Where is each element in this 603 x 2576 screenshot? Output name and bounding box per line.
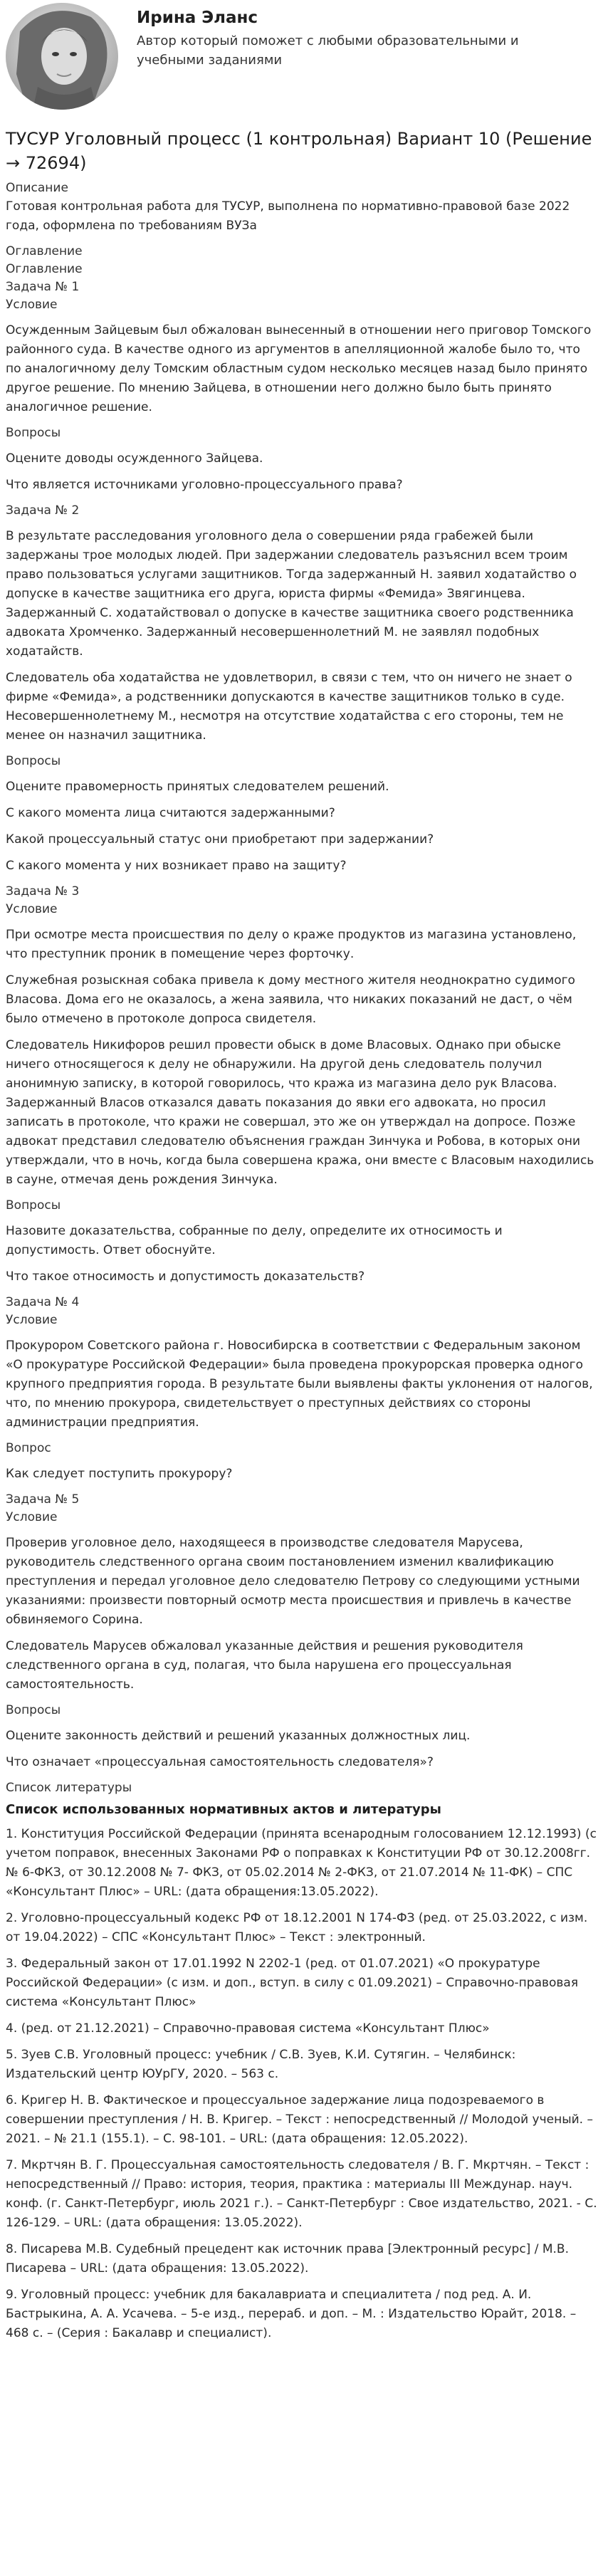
condition-label: Условие bbox=[6, 1313, 58, 1327]
literature-item: 1. Конституция Российской Федерации (принята всенародным голосованием 12.12.1993) (с учетом поправок, внесенных Законами РФ о поправках к Конституции РФ от 30.12.2008гг. № 6-ФКЗ, от 30.12.2008 № 7- ФКЗ, от 05.02.2014 № 2-ФКЗ, от 21.07.2014 № 11-ФК) – СПС «Консультант Плюс» – URL: (дата обращения:13.05.2022). bbox=[6, 1827, 597, 1899]
questions-label: Вопросы bbox=[6, 754, 61, 768]
literature-item: 5. Зуев С.В. Уголовный процесс: учебник / С.В. Зуев, К.И. Сутягин. – Челябинск: Издательский центр ЮУрГУ, 2020. – 563 с. bbox=[6, 2048, 516, 2081]
task-title: Задача № 2 bbox=[6, 503, 80, 518]
toc-label: Оглавление bbox=[6, 244, 83, 258]
literature-label: Список литературы bbox=[6, 1781, 132, 1795]
question-item: Как следует поступить прокурору? bbox=[6, 1467, 233, 1481]
condition-label: Условие bbox=[6, 298, 58, 312]
literature-item: 4. (ред. от 21.12.2021) – Справочно-правовая система «Консультант Плюс» bbox=[6, 2021, 490, 2036]
author-name[interactable]: Ирина Эланс bbox=[137, 9, 258, 27]
author-info bbox=[137, 3, 550, 70]
task-title: Задача № 1 bbox=[6, 280, 80, 294]
literature-item: 2. Уголовно-процессуальный кодекс РФ от 18.12.2001 N 174-ФЗ (ред. от 25.03.2022, с изм. от 19.04.2022) – СПС «Консультант Плюс» – Текст : электронный. bbox=[6, 1911, 588, 1944]
question-item: Что означает «процессуальная самостоятельность следователя»? bbox=[6, 1755, 434, 1769]
literature-item: 6. Кригер Н. В. Фактическое и процессуальное задержание лица подозреваемого в совершении преступления / Н. В. Кригер. – Текст : непосредственный // Молодой ученый. – 2021. – № 21.1 (155.1). – С. 98-101. – URL: (дата обращения: 12.05.2022). bbox=[6, 2093, 593, 2146]
literature-item: 3. Федеральный закон от 17.01.1992 N 2202-1 (ред. от 01.07.2021) «О прокуратуре Российской Федерации» (с изм. и доп., вступ. в силу с 01.09.2021) – Справочно-правовая система «Консультант Плюс» bbox=[6, 1957, 579, 2009]
condition-label: Условие bbox=[6, 902, 58, 916]
question-item: С какого момента лица считаются задержанными? bbox=[6, 806, 335, 820]
task-block bbox=[6, 278, 597, 495]
task-title: Задача № 4 bbox=[6, 1295, 80, 1309]
task-block bbox=[6, 502, 597, 876]
question-item: Оцените доводы осужденного Зайцева. bbox=[6, 451, 263, 466]
task-block bbox=[6, 1294, 597, 1484]
avatar[interactable] bbox=[6, 3, 118, 110]
literature-heading: Список использованных нормативных актов и литературы bbox=[6, 1802, 441, 1817]
literature-list bbox=[6, 1825, 597, 2343]
task-paragraph: Служебная розыскная собака привела к дому местного жителя неоднократно судимого Власова. Дома его не оказалось, а жена заявила, что никаких показаний не даст, о чём было отмечено в протоколе допроса свидетеля. bbox=[6, 973, 575, 1026]
questions-label: Вопросы bbox=[6, 1703, 61, 1717]
description-text: Готовая контрольная работа для ТУСУР, выполнена по нормативно-правовой базе 2022 года, оформлена по требованиям ВУЗа bbox=[6, 199, 570, 233]
question-item: Что такое относимость и допустимость доказательств? bbox=[6, 1269, 365, 1284]
question-item: Оцените правомерность принятых следователем решений. bbox=[6, 780, 389, 794]
author-description: Автор который поможет с любыми образовательными и учебными заданиями bbox=[137, 33, 519, 68]
question-item: Что является источниками уголовно-процессуального права? bbox=[6, 478, 403, 492]
task-paragraph: Осужденным Зайцевым был обжалован вынесенный в отношении него приговор Томского районного суда. В качестве одного из аргументов в апелляционной жалобе было то, что по аналогичному делу Томским областным судом несколько месяцев назад было принято другое решение. По мнению Зайцева, в отношении него должно было быть принято аналогичное решение. bbox=[6, 323, 592, 414]
question-item: Назовите доказательства, собранные по делу, определите их относимость и допустимость. Ответ обоснуйте. bbox=[6, 1224, 503, 1257]
author-photo-icon bbox=[6, 3, 118, 110]
question-item: Какой процессуальный статус они приобретают при задержании? bbox=[6, 832, 434, 847]
task-paragraph: Прокурором Советского района г. Новосибирска в соответствии с Федеральным законом «О прокуратуре Российской Федерации» была проведена прокурорская проверка одного крупного предприятия города. В результате были выявлены факты уклонения от налогов, что, по мнению прокурора, свидетельствует о преступных действиях со стороны администрации предприятия. bbox=[6, 1339, 593, 1430]
condition-label: Условие bbox=[6, 1510, 58, 1524]
literature-item: 7. Мкртчян В. Г. Процессуальная самостоятельность следователя / В. Г. Мкртчян. – Текст : непосредственный // Право: история, теория, практика : материалы III Междунар. науч. конф. (г. Санкт-Петербург, июль 2021 г.). – Санкт-Петербург : Свое издательство, 2021. - С. 126-129. – URL: (дата обращения: 13.05.2022). bbox=[6, 2158, 597, 2230]
question-item: С какого момента у них возникает право на защиту? bbox=[6, 859, 347, 873]
questions-label: Вопросы bbox=[6, 1198, 61, 1213]
questions-label: Вопросы bbox=[6, 426, 61, 440]
task-title: Задача № 5 bbox=[6, 1492, 80, 1507]
task-paragraph: Следователь Никифоров решил провести обыск в доме Власовых. Однако при обыске ничего относящегося к делу не обнаружили. На другой день следователь получил анонимную записку, в которой говорилось, что кража из магазина дело рук Власова. Задержанный Власов отказался давать показания до явки его адвоката, но просил записать в протоколе, что кражи не совершал, это же он утверждал на допросе. Позже адвокат представил следователю объяснения граждан Зинчука и Робова, в которых они утверждали, что в ночь, когда была совершена кража, они вместе с Власовым находились в сауне, отмечая день рождения Зинчука. bbox=[6, 1038, 594, 1187]
description-label: Описание bbox=[6, 181, 68, 195]
task-block bbox=[6, 1491, 597, 1772]
question-item: Оцените законность действий и решений указанных должностных лиц. bbox=[6, 1729, 471, 1743]
task-paragraph: Следователь оба ходатайства не удовлетворил, в связи с тем, что он ничего не знает о фирме «Фемида», а родственники допускаются в качестве защитников только в суде. Несовершеннолетнему М., несмотря на отсутствие ходатайства с его стороны, тем не менее он назначил защитника. bbox=[6, 671, 572, 743]
tasks-section bbox=[6, 278, 597, 1772]
task-paragraph: В результате расследования уголовного дела о совершении ряда грабежей были задержаны трое молодых людей. При задержании следователь разъяснил всем троим право пользоваться услугами защитников. Тогда задержанный Н. заявил ходатайство о допуске в качестве защитника его друга, юриста фирмы «Фемида» Звягинцева. Задержанный С. ходатайствовал о допуске в качестве защитника своего родственника адвоката Хромченко. Задержанный несовершеннолетний М. не заявлял подобных ходатайств. bbox=[6, 529, 577, 659]
literature-item: 9. Уголовный процесс: учебник для бакалавриата и специалитета / под ред. А. И. Бастрыкина, А. А. Усачева. – 5-е изд., перераб. и доп. – М. : Издательство Юрайт, 2018. – 468 с. – (Серия : Бакалавр и специалист). bbox=[6, 2288, 577, 2340]
task-paragraph: Проверив уголовное дело, находящееся в производстве следователя Марусева, руководитель следственного органа своим постановлением изменил квалификацию преступления и передал уголовное дело следователю Петрову со следующими устными указаниями: произвести повторный осмотр места происшествия и привлечь в качестве обвиняемого Сорина. bbox=[6, 1536, 580, 1627]
task-paragraph: Следователь Марусев обжаловал указанные действия и решения руководителя следственного органа в суд, полагая, что была нарушена его процессуальная самостоятельность. bbox=[6, 1639, 523, 1692]
questions-label: Вопрос bbox=[6, 1441, 51, 1455]
author-block bbox=[6, 0, 597, 115]
task-block bbox=[6, 883, 597, 1287]
task-paragraph: При осмотре места происшествия по делу о краже продуктов из магазина установлено, что преступник проник в помещение через форточку. bbox=[6, 928, 577, 961]
literature-item: 8. Писарева М.В. Судебный прецедент как источник права [Электронный ресурс] / М.В. Писарева – URL: (дата обращения: 13.05.2022). bbox=[6, 2242, 569, 2276]
toc-label-secondary: Оглавление bbox=[6, 262, 83, 276]
page-title: ТУСУР Уголовный процесс (1 контрольная) Вариант 10 (Решение → 72694) bbox=[6, 129, 592, 173]
task-title: Задача № 3 bbox=[6, 884, 80, 899]
